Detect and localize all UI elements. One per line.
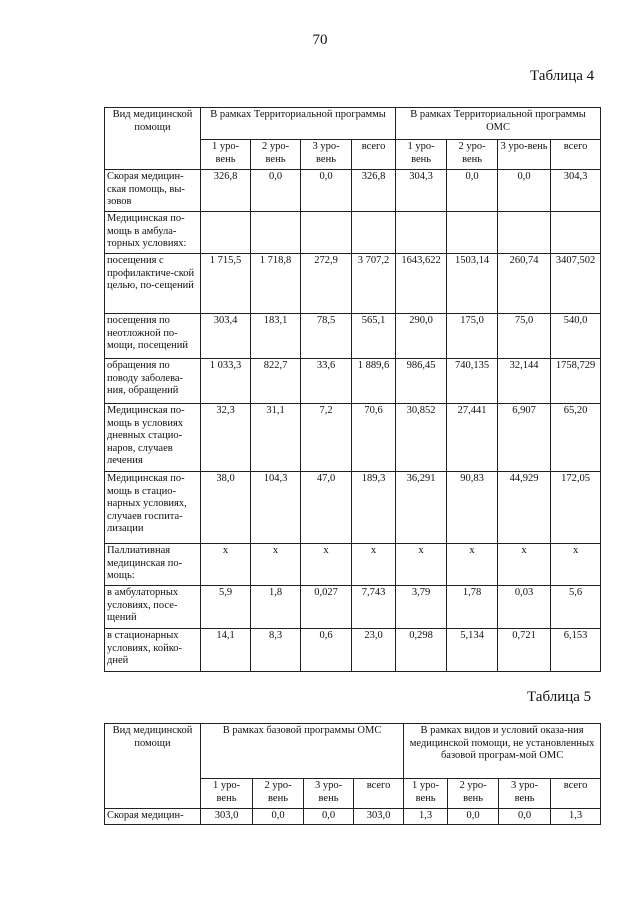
table-cell: 303,4 (201, 314, 251, 359)
table-cell: x (301, 544, 352, 586)
table-cell: 0,0 (447, 170, 498, 212)
table-row (105, 254, 601, 314)
table-cell: 78,5 (301, 314, 352, 359)
table4-subheader-0: 1 уро-вень (201, 140, 251, 170)
table-cell: 1643,622 (396, 254, 447, 314)
table-cell: 1 718,8 (251, 254, 301, 314)
table-cell: 1,3 (551, 809, 601, 825)
table-cell: 304,3 (396, 170, 447, 212)
table-5 (104, 723, 601, 825)
table-cell: 183,1 (251, 314, 301, 359)
table-cell: 540,0 (551, 314, 601, 359)
table-cell: 32,3 (201, 404, 251, 472)
table-cell: 5,6 (551, 586, 601, 629)
table-cell: 30,852 (396, 404, 447, 472)
table-4-header-territorial-oms: В рамках Территориальной программы ОМС (396, 108, 601, 140)
table-cell: x (251, 544, 301, 586)
table-cell (498, 212, 551, 254)
table-cell: 0,721 (498, 629, 551, 672)
table-cell: 47,0 (301, 472, 352, 544)
table-cell: 0,0 (301, 170, 352, 212)
table-cell: 740,135 (447, 359, 498, 404)
table-cell (201, 212, 251, 254)
table-cell: 1,3 (404, 809, 448, 825)
table-cell: 172,05 (551, 472, 601, 544)
table-cell: 0,0 (253, 809, 304, 825)
table-cell: 1 889,6 (352, 359, 396, 404)
table-cell: 303,0 (354, 809, 404, 825)
table4-subheader-1: 2 уро-вень (251, 140, 301, 170)
table-cell: 3 707,2 (352, 254, 396, 314)
table-cell: 189,3 (352, 472, 396, 544)
table-row (105, 359, 601, 404)
table-row (105, 170, 601, 212)
table-4-caption: Таблица 4 (530, 68, 595, 84)
table-cell: 104,3 (251, 472, 301, 544)
table-cell: 272,9 (301, 254, 352, 314)
table-4-header-type: Вид медицинской помощи (105, 108, 201, 170)
table4-subheader-7: всего (551, 140, 601, 170)
table-cell: 7,2 (301, 404, 352, 472)
table-cell: 1758,729 (551, 359, 601, 404)
table-cell: 304,3 (551, 170, 601, 212)
table-5-caption: Таблица 5 (527, 689, 592, 705)
table-cell: 14,1 (201, 629, 251, 672)
table-cell: 0,03 (498, 586, 551, 629)
table-cell: 175,0 (447, 314, 498, 359)
table-cell: x (498, 544, 551, 586)
row-label: Медицинская по-мощь в условиях дневных стацио-наров, случаев лечения (105, 404, 201, 472)
table-cell: 290,0 (396, 314, 447, 359)
table-row (105, 809, 601, 825)
table-row (105, 212, 601, 254)
table-cell: 0,0 (499, 809, 551, 825)
table5-subheader-2: 3 уро-вень (304, 779, 354, 809)
table-cell: 36,291 (396, 472, 447, 544)
table-cell (396, 212, 447, 254)
table-cell: x (352, 544, 396, 586)
table4-subheader-5: 2 уро-вень (447, 140, 498, 170)
row-label: Скорая медицин- (105, 809, 201, 825)
table5-subheader-7: всего (551, 779, 601, 809)
table-5-header-not-established: В рамках видов и условий оказа-ния медицинской помощи, не установленных базовой програм-мой ОМС (404, 724, 601, 779)
row-label: Медицинская по-мощь в амбула-торных условиях: (105, 212, 201, 254)
row-label: в амбулаторных условиях, посе-щений (105, 586, 201, 629)
table-cell: 1,8 (251, 586, 301, 629)
table-cell: 565,1 (352, 314, 396, 359)
table5-subheader-4: 1 уро-вень (404, 779, 448, 809)
table-5-header-basic-oms: В рамках базовой программы ОМС (201, 724, 404, 779)
table-cell: 31,1 (251, 404, 301, 472)
table-cell: x (551, 544, 601, 586)
table-cell (551, 212, 601, 254)
table-4-header-territorial: В рамках Территориальной программы (201, 108, 396, 140)
table-cell: 65,20 (551, 404, 601, 472)
table-cell: 8,3 (251, 629, 301, 672)
table-cell: 1 715,5 (201, 254, 251, 314)
table5-subheader-5: 2 уро-вень (448, 779, 499, 809)
row-label: обращения по поводу заболева-ния, обращений (105, 359, 201, 404)
table5-subheader-1: 2 уро-вень (253, 779, 304, 809)
table-cell: 5,9 (201, 586, 251, 629)
table-row (105, 404, 601, 472)
table-cell: 326,8 (201, 170, 251, 212)
table-cell: x (396, 544, 447, 586)
row-label: Скорая медицин-ская помощь, вы-зовов (105, 170, 201, 212)
table-cell: x (201, 544, 251, 586)
table-cell (301, 212, 352, 254)
table-cell: 0,298 (396, 629, 447, 672)
table-cell: 0,0 (304, 809, 354, 825)
table-cell: 1503,14 (447, 254, 498, 314)
table-cell: 1,78 (447, 586, 498, 629)
table-row (105, 544, 601, 586)
table-cell: 6,907 (498, 404, 551, 472)
row-label: Медицинская по-мощь в стацио-нарных условиях, случаев госпита-лизации (105, 472, 201, 544)
row-label: посещения с профилактиче-ской целью, по-сещений (105, 254, 201, 314)
table-cell: 0,0 (498, 170, 551, 212)
table-row (105, 472, 601, 544)
table-cell: x (447, 544, 498, 586)
page-number: 70 (312, 32, 328, 48)
table4-subheader-3: всего (352, 140, 396, 170)
table-cell: 0,0 (251, 170, 301, 212)
table-cell (447, 212, 498, 254)
table-cell: 3,79 (396, 586, 447, 629)
table-cell: 1 033,3 (201, 359, 251, 404)
table-cell (251, 212, 301, 254)
table-cell (352, 212, 396, 254)
table-cell: 5,134 (447, 629, 498, 672)
table4-subheader-4: 1 уро-вень (396, 140, 447, 170)
table-row (105, 314, 601, 359)
table-cell: 38,0 (201, 472, 251, 544)
row-label: посещения по неотложной по-мощи, посещений (105, 314, 201, 359)
table-cell: 303,0 (201, 809, 253, 825)
table-row (105, 586, 601, 629)
table-cell: 90,83 (447, 472, 498, 544)
table-cell: 3407,502 (551, 254, 601, 314)
table4-subheader-6: 3 уро-вень (498, 140, 551, 170)
table-cell: 33,6 (301, 359, 352, 404)
table5-subheader-0: 1 уро-вень (201, 779, 253, 809)
table5-subheader-6: 3 уро-вень (499, 779, 551, 809)
table-cell: 6,153 (551, 629, 601, 672)
table-cell: 0,0 (448, 809, 499, 825)
table-cell: 7,743 (352, 586, 396, 629)
table-cell: 32,144 (498, 359, 551, 404)
table-cell: 70,6 (352, 404, 396, 472)
table-4 (104, 107, 601, 672)
table-cell: 0,027 (301, 586, 352, 629)
row-label: Паллиативная медицинская по-мощь: (105, 544, 201, 586)
table-5-header-type: Вид медицинской помощи (105, 724, 201, 809)
table4-subheader-2: 3 уро-вень (301, 140, 352, 170)
table-cell: 822,7 (251, 359, 301, 404)
table5-subheader-3: всего (354, 779, 404, 809)
table-cell: 326,8 (352, 170, 396, 212)
table-row (105, 629, 601, 672)
row-label: в стационарных условиях, койко-дней (105, 629, 201, 672)
table-cell: 986,45 (396, 359, 447, 404)
table-cell: 23,0 (352, 629, 396, 672)
table-cell: 0,6 (301, 629, 352, 672)
table-cell: 75,0 (498, 314, 551, 359)
table-cell: 44,929 (498, 472, 551, 544)
table-cell: 27,441 (447, 404, 498, 472)
table-cell: 260,74 (498, 254, 551, 314)
